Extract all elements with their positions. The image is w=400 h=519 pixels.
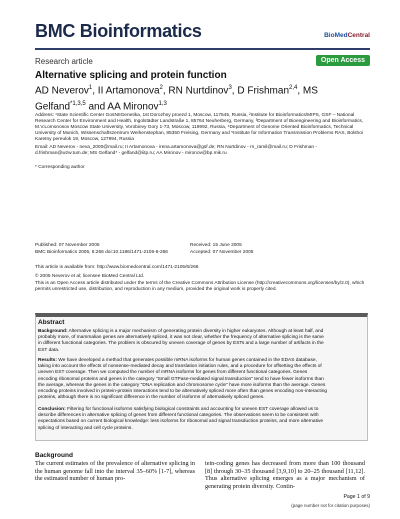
abstract-results: Results: We have developed a method that generates possible mRNA isoforms for human genes contained in the EDAS database, taking into account the effects of nonsense-mediated decay and translation initiation rules, and a procedure for offsetting the effects of uneven EST coverage. Then we computed the number of mRNA isoforms for genes from different functional categories. Genes encoding ribosomal proteins and genes in the category "Small GTPase-mediated signal transduction" tend to have fewer isoforms than the average, whereas the genes in the category "DNA replication and chromosome cycle" have more isoforms than the average. Genes encoding proteins involved in protein-protein interactions tend to be alternatively spliced more often than genes encoding non-interacting proteins, although there is no significant difference in the number of isoforms of alternatively spliced genes. <box>38 358 328 401</box>
accepted-date: Accepted: 07 November 2005 <box>190 250 254 255</box>
page-number-note: (page number not for citation purposes) <box>291 503 370 508</box>
biomed-central-logo: BioMedCentral <box>324 32 370 39</box>
header-rule <box>35 48 370 50</box>
body-column-left: The current estimates of the prevalence of alternative splicing in the human genome fall into the interval 35–60% [1-7], whereas the estimated number of human pro- <box>35 460 195 483</box>
section-label: Research article <box>35 57 93 66</box>
published-date: Published: 07 November 2005 <box>35 243 100 248</box>
open-access-badge: Open Access <box>316 55 370 66</box>
author-emails: Email: AD Neverov - neva_2000@mail.ru; II Artamonova - irena.artamonova@gsf.de; RN Nurtdinov - rn_ramil@mail.ru; D Frishman - d.frishman@wzw.tum.de; MS Gelfand* - gelfand@iitp.ru; AA Mironov - mironov@bp.mik.ru <box>35 145 318 156</box>
citation-doi: BMC Bioinformatics 2005, 6:266 doi:10.1186/1471-2105-6-266 <box>35 250 168 255</box>
copyright-notice: © 2005 Neverov et al; licensee BioMed Central Ltd. <box>35 274 145 279</box>
background-heading: Background <box>35 452 73 459</box>
affiliations: Address: ¹State Scientific Center GosNIIGenetika, 1st Dorozhny proezd 1, Moscow, 117545, Russia, ²Institute for Bioinformatics/MIPS, GSF – National Research Center for Environment and Health, Ingolstädter Landstraße 1, 85764 Neuherberg, Germany, ³Department of Bioengineering and Bioinformatics, M.V.Lomonosov Moscow State University, Vorobievy Gory 1-73, Moscow, 119992, Russia, ⁴Department of Genome Oriented Bioinformatics, Technical University of Munich, Wissenschaftszentrum Weihenstephan, 85350 Freising, Germany and ⁵Institute for Information Transmission Problems RAS, Bolshoi Karetny pereulok 19, Moscow, 127994, Russia <box>35 113 364 142</box>
abstract-heading: Abstract <box>38 319 65 326</box>
body-column-right: tein-coding genes has decreased from more than 100 thousand [8] through 30–35 thousand [3,9,10] to 20–25 thousand [11,12]. Thus alternative splicing emerges as a major mechanism of generating protein diversity. Contin- <box>205 460 365 490</box>
journal-title: BMC Bioinformatics <box>35 21 202 41</box>
abstract-background: Background: Alternative splicing is a major mechanism of generating protein diversity in higher eukaryotes. Although at least half, and probably more, of mammalian genes are alternatively spliced, it was not clear, whether the frequency of alternative splicing is the same in different functional categories. The problem is obscured by uneven coverage of genes by ESTs and a large number of artifacts in the EST data. <box>38 329 324 353</box>
article-url[interactable]: This article is available from: http://www.biomedcentral.com/1471-2105/6/266 <box>35 265 199 270</box>
received-date: Received: 15 June 2005 <box>190 243 242 248</box>
page-number: Page 1 of 9 <box>343 494 370 500</box>
abstract-conclusion: Conclusion: Filtering for functional isoforms satisfying biological constraints and accounting for uneven EST coverage allowed us to describe differences in alternative splicing of genes from different functional categories. The observations seem to be consistent with expectations based on current biological knowledge: less isoforms for ribosomal and signal transduction proteins, and more alternative splicing of interacting and cell cycle proteins. <box>38 407 324 431</box>
license-text: This is an Open Access article distributed under the terms of the Creative Commons Attribution License (http://creativecommons.org/licenses/by/2.0), which permits unrestricted use, distribution, and reproduction in any medium, provided the original work is properly cited. <box>35 281 365 292</box>
author-list: AD Neverov$^1$, II Artamonova$^2$, RN Nurtdinov$^3$, D Frishman$^{2,4}$, MS Gelfand$^{*1,3,5}$ and AA Mironov$^{1,3}$ <box>35 85 318 113</box>
article-title: Alternative splicing and protein function <box>35 70 227 81</box>
corresponding-author-note: * Corresponding author <box>35 165 85 170</box>
journal-header <box>35 8 370 42</box>
